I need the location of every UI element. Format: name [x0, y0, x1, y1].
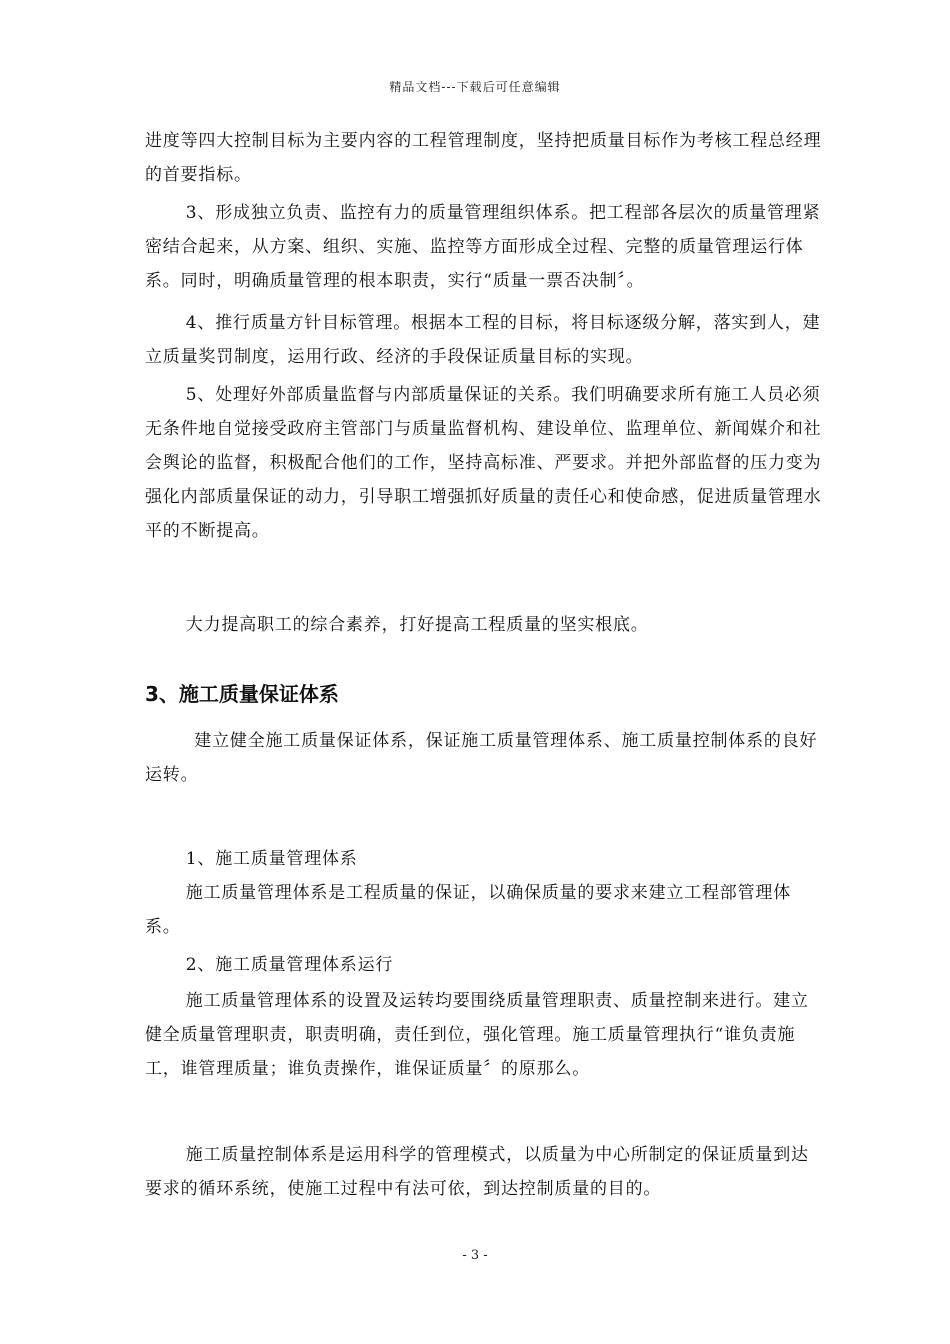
item-1-text: 施工质量管理体系是工程质量的保证，以确保质量的要求来建立工程部管理体系。 — [145, 883, 791, 937]
page-number: - 3 - — [462, 1248, 488, 1263]
section-intro: 建立健全施工质量保证体系，保证施工质量管理体系、施工质量控制体系的良好运转。 — [145, 731, 818, 785]
paragraph-item-5: 5、处理好外部质量监督与内部质量保证的关系。我们明确要求所有施工人员必须无条件地自觉接受政府主管部门与质量监督机构、建设单位、监理单位、新闻媒介和社会舆论的监督，积极配合他们的工作，坚持高标准、严要求。并把外部监督的压力变为强化内部质量保证的动力，引导职工增强抓好质量的责任心和使命感，促进质量管理水平的不断提高。 — [145, 385, 822, 541]
page-header: 精品文档---下载后可任意编辑 — [389, 80, 561, 94]
paragraph-control-targets: 进度等四大控制目标为主要内容的工程管理制度，坚持把质量目标作为考核工程总经理的首要指标。 — [145, 131, 822, 185]
item-1-title: 1、施工质量管理体系 — [185, 849, 358, 869]
closing-paragraph: 施工质量控制体系是运用科学的管理模式，以质量为中心所制定的保证质量到达要求的循环系统，使施工过程中有法可依，到达控制质量的目的。 — [145, 1145, 809, 1199]
item-2-text: 施工质量管理体系的设置及运转均要围绕质量管理职责、质量控制来进行。建立健全质量管理职责，职责明确，责任到位，强化管理。施工质量管理执行“谁负责施工，谁管理质量；谁负责操作，谁保证质量〞的原那么。 — [145, 991, 809, 1079]
paragraph-item-3: 3、形成独立负责、监控有力的质量管理组织体系。把工程部各层次的质量管理紧密结合起来，从方案、组织、实施、监控等方面形成全过程、完整的质量管理运行体系。同时，明确质量管理的根本职责，实行“质量一票否决制〞。 — [145, 203, 821, 291]
paragraph-item-4: 4、推行质量方针目标管理。根据本工程的目标，将目标逐级分解，落实到人，建立质量奖罚制度，运用行政、经济的手段保证质量目标的实现。 — [145, 313, 821, 367]
paragraph-staff-quality: 大力提高职工的综合素养，打好提高工程质量的坚实根底。 — [185, 615, 649, 635]
section-heading: 3、施工质量保证体系 — [145, 682, 339, 706]
item-2-title: 2、施工质量管理体系运行 — [185, 955, 394, 975]
